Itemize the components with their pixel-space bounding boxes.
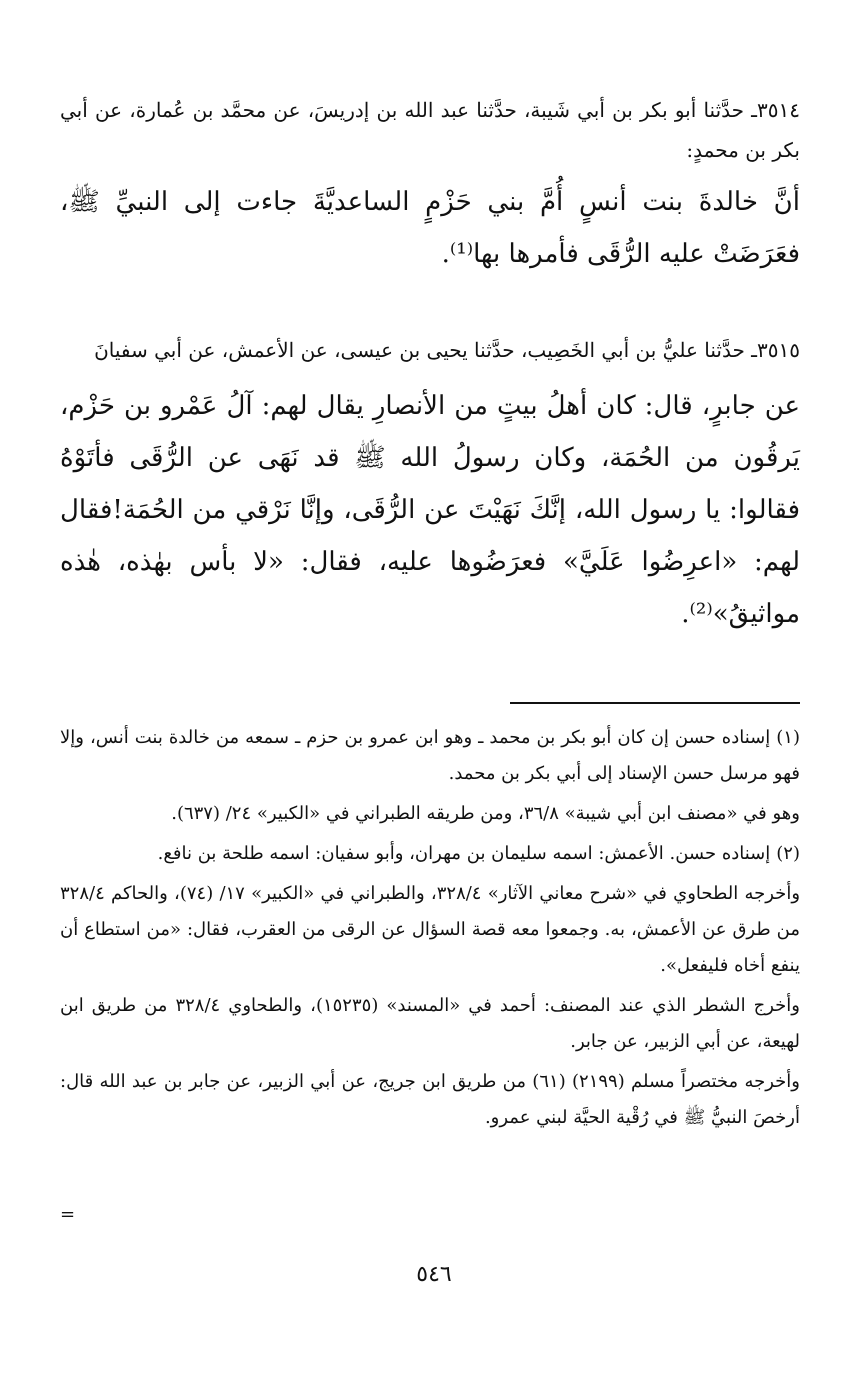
hadith-3514-isnad: ٣٥١٤ـ حدَّثنا أبو بكر بن أبي شَيبة، حدَّثنا عبد الله بن إدريسَ، عن محمَّد بن عُمارة، عن أبي بكر بن محمدٍ: — [60, 98, 800, 162]
footnote-2-number: (٢) — [776, 843, 800, 864]
hadith-3514-matn: أنَّ خالدةَ بنت أنسٍ أُمَّ بني حَزْمٍ الساعديَّةَ جاءت إلى النبيِّ ﷺ، فعَرَضَتْ عليه الرُّقَى فأمرها بها⁽¹⁾. — [60, 187, 800, 269]
hadith-3515-isnad: ٣٥١٥ـ حدَّثنا عليُّ بن أبي الخَصِيب، حدَّثنا يحيى بن عيسى، عن الأعمش، عن أبي سفيانَ — [94, 338, 800, 362]
footnote-2-source-1: وأخرجه الطحاوي في «شرح معاني الآثار» ٣٢٨/٤، والطبراني في «الكبير» ١٧/ (٧٤)، والحاكم ٣٢٨/٤ من طرق عن الأعمش، به. وجمعوا معه قصة السؤال عن الرقى من العقرب، فقال: «من استطاع أن ينفع أخاه فليفعل». — [60, 883, 801, 976]
footnote-1-source: وهو في «مصنف ابن أبي شيبة» ٣٦/٨، ومن طريقه الطبراني في «الكبير» ٢٤/ (٦٣٧). — [171, 803, 800, 824]
footnote-2-source-2: وأخرج الشطر الذي عند المصنف: أحمد في «المسند» (١٥٢٣٥)، والطحاوي ٣٢٨/٤ من طريق ابن لهيعة، عن أبي الزبير، عن جابر. — [60, 995, 800, 1052]
hadith-3514 — [60, 90, 800, 280]
hadith-3515 — [60, 330, 800, 640]
footnote-2-source-3: وأخرجه مختصراً مسلم (٢١٩٩) (٦١) من طريق ابن جريج، عن أبي الزبير، عن جابر بن عبد الله قال: أرخصَ النبيُّ ﷺ في رُقْية الحيَّة لبني عمرو. — [60, 1071, 800, 1128]
footnote-1-number: (١) — [776, 727, 800, 748]
hadith-3515-matn: عن جابرٍ، قال: كان أهلُ بيتٍ من الأنصارِ يقال لهم: آلُ عَمْرو بن حَزْم، يَرقُون من الحُمَة، وكان رسولُ الله ﷺ قد نَهَى عن الرُّقَى فأتَوْهُ فقالوا: يا رسول الله، إنَّكَ نَهَيْتَ عن الرُّقَى، وإنَّا نَرْقي من الحُمَة!فقال لهم: «اعرِضُوا عَلَيَّ» فعرَضُوها عليه، فقال: «لا بأس بهٰذه، هٰذه مواثيقُ»⁽²⁾. — [60, 391, 800, 629]
footnote-2-text: إسناده حسن. الأعمش: اسمه سليمان بن مهران، وأبو سفيان: اسمه طلحة بن نافع. — [157, 843, 771, 864]
continuation-mark: = — [60, 1204, 76, 1225]
footnote-1-text: إسناده حسن إن كان أبو بكر بن محمد ـ وهو ابن عمرو بن حزم ـ سمعه من خالدة بنت أنس، وإلا فهو مرسل حسن الإسناد إلى أبي بكر بن محمد. — [60, 727, 800, 784]
footnote-2 — [60, 836, 800, 872]
page-body — [60, 90, 800, 1320]
footnotes — [60, 720, 800, 1136]
footnote-separator — [510, 702, 800, 704]
footnote-1 — [60, 720, 800, 792]
page-number: ٥٤٦ — [416, 1262, 452, 1287]
